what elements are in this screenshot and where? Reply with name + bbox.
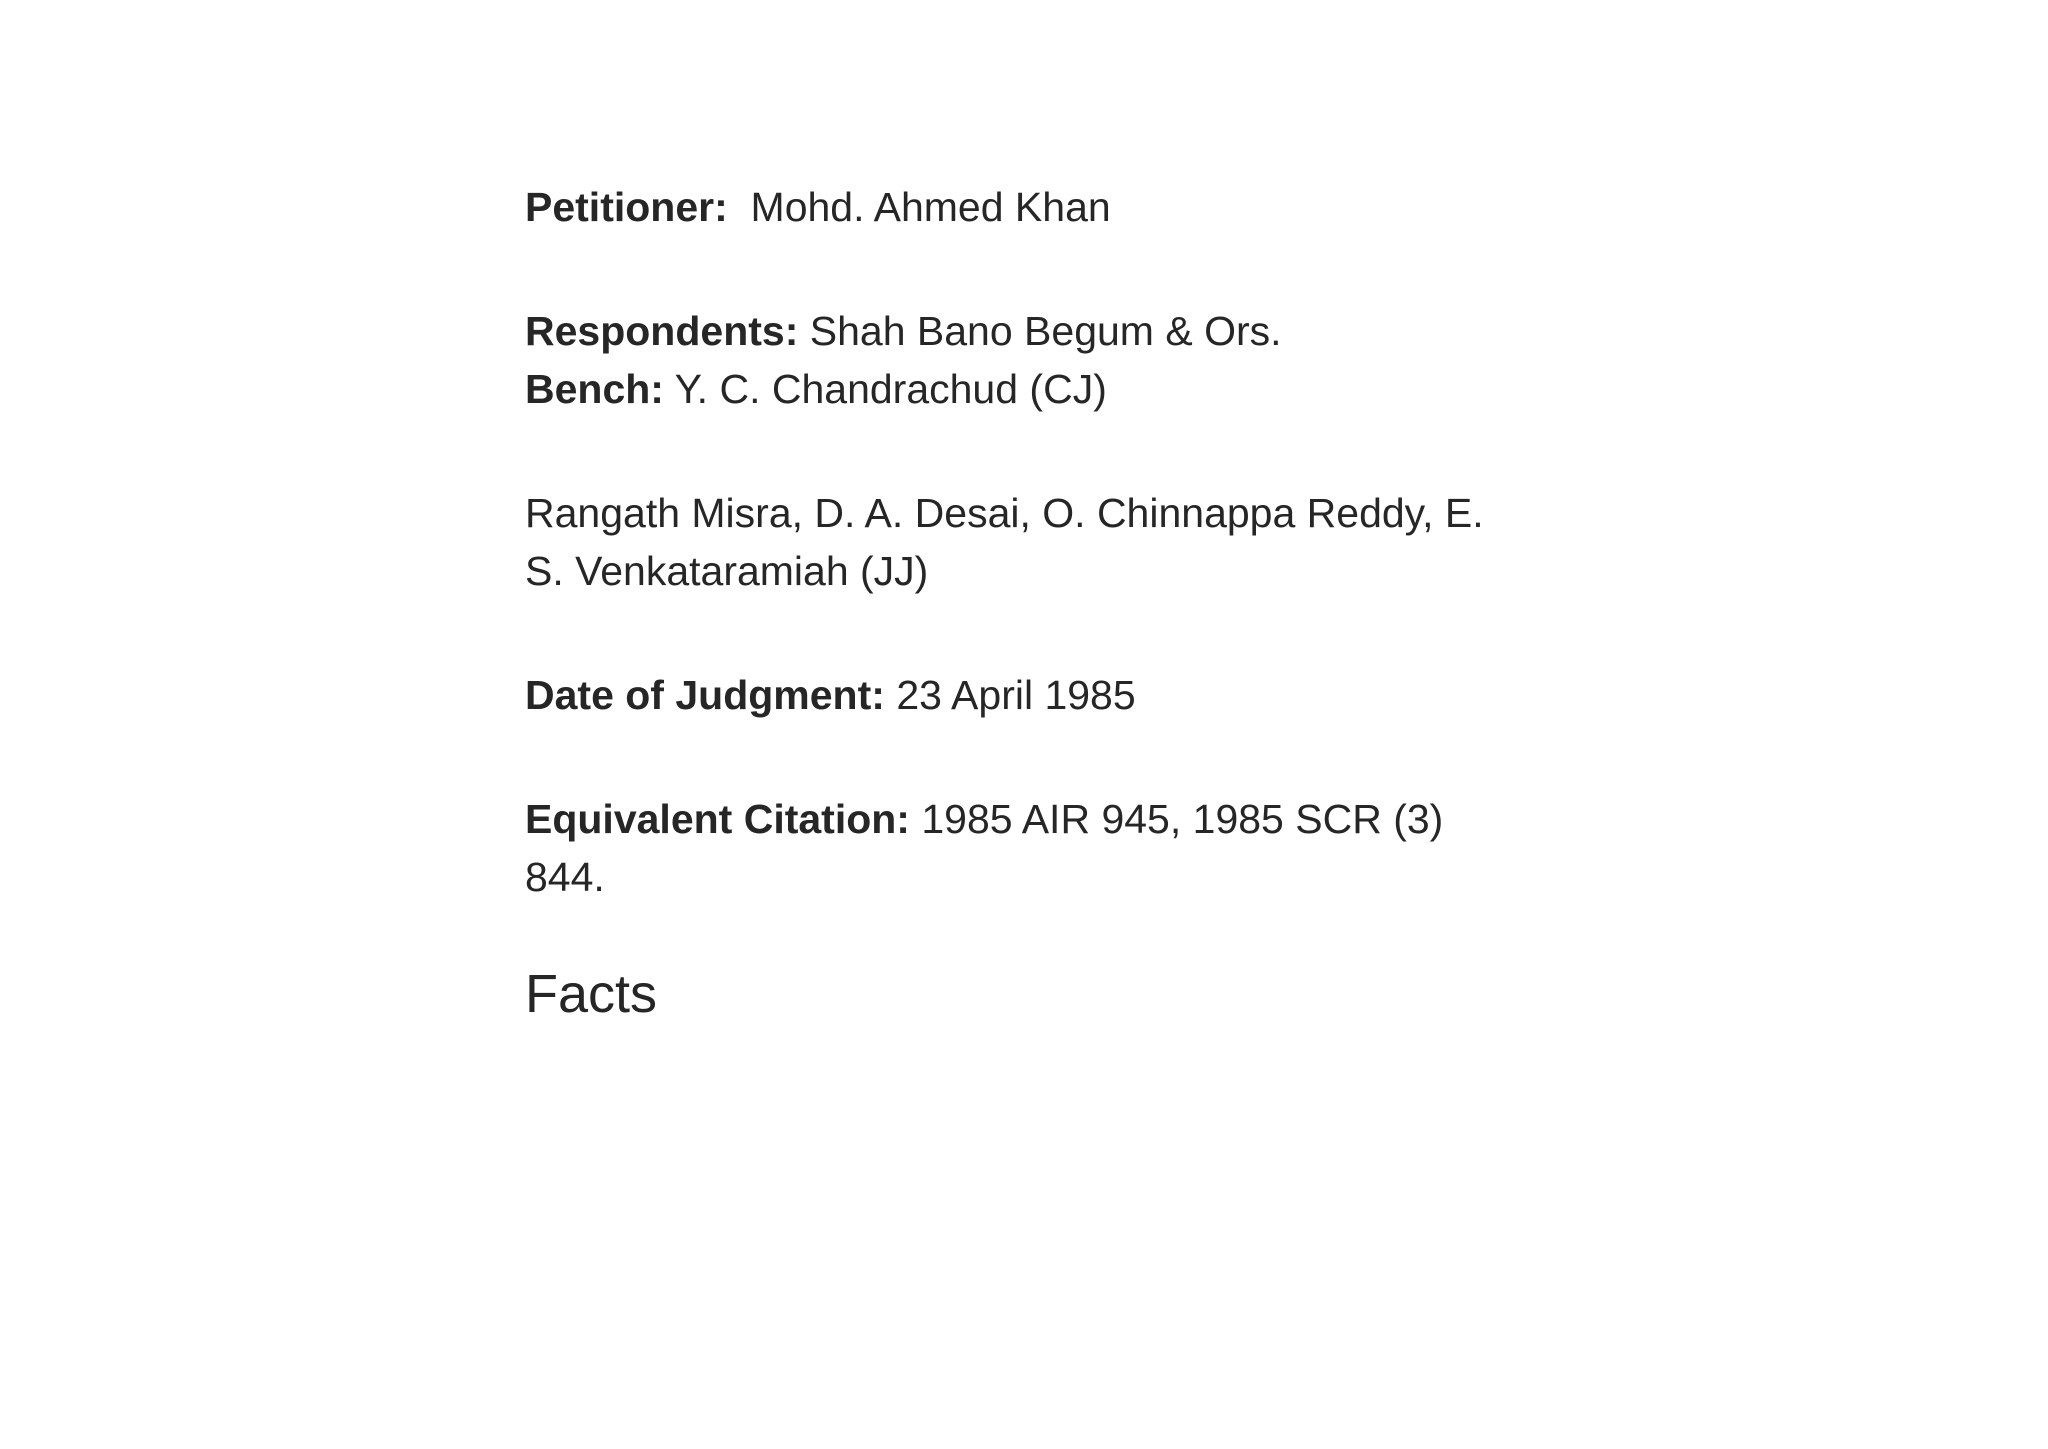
bench-others-line-2: S. Venkataramiah (JJ) [525, 548, 929, 594]
date-of-judgment-line [525, 666, 1545, 724]
equivalent-citation-value: 1985 AIR 945, 1985 SCR (3) [921, 796, 1444, 842]
equivalent-citation-line [525, 790, 1545, 848]
respondents-line [525, 302, 1545, 360]
bench-value: Y. C. Chandrachud (CJ) [674, 366, 1107, 412]
petitioner-label: Petitioner: [525, 184, 728, 230]
respondents-value: Shah Bano Begum & Ors. [809, 308, 1282, 354]
date-of-judgment-label: Date of Judgment: [525, 672, 885, 718]
petitioner-line [525, 178, 1545, 236]
petitioner-value: Mohd. Ahmed Khan [750, 184, 1111, 230]
equivalent-citation-label: Equivalent Citation: [525, 796, 910, 842]
date-of-judgment-value: 23 April 1985 [896, 672, 1136, 718]
case-details [525, 178, 1545, 1030]
bench-label: Bench: [525, 366, 664, 412]
bench-line [525, 360, 1545, 418]
bench-others-line-1: Rangath Misra, D. A. Desai, O. Chinnappa Reddy, E. [525, 490, 1484, 536]
facts-heading: Facts [525, 964, 658, 1024]
equivalent-citation-line-2: 844. [525, 854, 605, 900]
respondents-label: Respondents: [525, 308, 799, 354]
